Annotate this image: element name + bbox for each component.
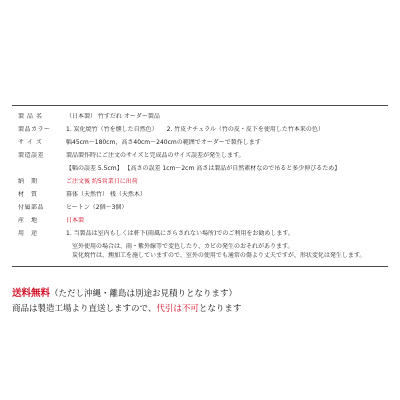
- cod-unavailable: 代引は不可: [156, 304, 199, 314]
- shipping-notice: [12, 286, 392, 317]
- spec-table: [18, 113, 390, 261]
- spec-label: 製造誤差: [18, 152, 45, 159]
- direct-ship-text: 商品は製造工場より直送しますので、: [12, 304, 157, 314]
- spec-value: 幕体（天然竹） 桟（天然木）: [66, 191, 146, 198]
- cod-line: [12, 302, 392, 317]
- spec-row-tolerance-detail: [18, 165, 390, 178]
- spec-label: 製品カラー: [18, 126, 51, 133]
- spec-value: ご注文後 約5営業日に出荷: [66, 178, 138, 185]
- spec-label: 納 期: [18, 178, 38, 185]
- spec-value: 日本製: [66, 217, 85, 224]
- spec-value: ヒートン（2個〜3個）: [66, 204, 128, 211]
- spec-row-tolerance: [18, 152, 390, 165]
- spec-label: 付属部品: [18, 204, 45, 211]
- spec-value: 幅45cm〜180cm，高さ40cm〜240cmの範囲でオーダーで製作します: [66, 139, 261, 146]
- spec-row-product-name: [18, 113, 390, 126]
- spec-value: 1. 炭化焼竹（竹を燻した自然色） 2. 竹皮ナチュラル（竹の皮・皮下を使用した竹本来の色）: [66, 126, 324, 133]
- spec-row-color: [18, 126, 390, 139]
- shipping-exception: （ただし沖縄・離島は別途お見積りとなります）: [50, 289, 238, 299]
- spec-row-usage-note: [18, 243, 390, 252]
- spec-value: 【幅の誤差 5.5cm】 【高さの誤差 1cm〜2cm 高さは製品が自然素材なので吊ると多少伸びるため】: [66, 165, 341, 172]
- spec-row-usage-note: [18, 252, 390, 261]
- spec-label: 用 途: [18, 230, 38, 237]
- cod-line-end: となります: [198, 304, 242, 314]
- spec-row-origin: [18, 217, 390, 230]
- shipping-line: [12, 286, 392, 302]
- spec-label: 製 品 名: [18, 113, 43, 120]
- spec-row-material: [18, 191, 390, 204]
- spec-value: 製品製作時にご注文のサイズと完成品のサイズ誤差が発生します。: [66, 152, 245, 159]
- usage-note: 炭化焼竹は、燻加工を施していますので、室外の使用でも通常の傷より丈夫ですが、形状変化は発生します。: [72, 252, 366, 259]
- spec-label: サ イ ズ: [18, 139, 43, 146]
- spec-row-delivery: [18, 178, 390, 191]
- spec-label: 産 地: [18, 217, 38, 224]
- spec-row-parts: [18, 204, 390, 217]
- usage-note: 室外使用の場合は、雨・紫外線等で変色したり、カビの発生のおそれがあります。: [72, 243, 294, 250]
- spec-label: [18, 165, 66, 178]
- spec-value: （日本製） 竹すだれ オーダー製品: [66, 113, 160, 120]
- spec-label: 材 質: [18, 191, 38, 198]
- spec-row-size: [18, 139, 390, 152]
- spec-row-usage: [18, 230, 390, 243]
- free-shipping-label: 送料無料: [12, 288, 51, 299]
- spec-value: 1. 当製品は室内もしくは軒下(雨風にさらされない場所)でのご利用をお勧めします。: [66, 230, 294, 237]
